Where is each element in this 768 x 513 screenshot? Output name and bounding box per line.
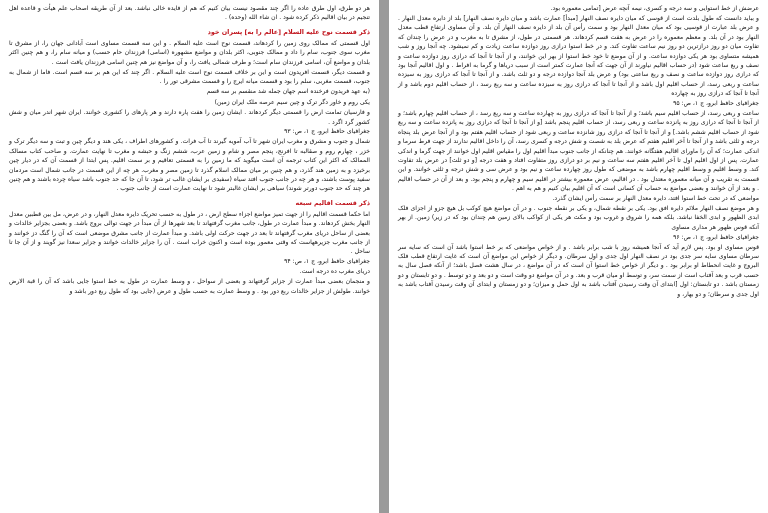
paragraph: ساعت و ربعی رسد، از حساب اقلیم سیم باشد؛ و از آنجا تا آنجا که درازی روز به چهارده ساعت و سه ربع رسد ، از حساب اقلیم چهارم باشد؛ و از آنجا تا آنجا که درازی روز به پانزده ساعت و ربعی رسد، از حساب اقلیم پنجم باشد [و از آنجا تا آنجا که درازی روز به پانزده ساعت و سه ربع شود از حساب اقلیم ششم باشد.] و از آنجا تا آنجا که درازی روز شانزده ساعت و ربعی شود از حساب اقلیم هفتم بود و از آنجا عرض بلد پنجاه درجه و ثلثی باشد و از آنجا تا آخر اقلیم هفتم که عرض بلد به شصت و شش درجه و کسری رسد، آن را داخل اقالیم ندارند از جهت فرط سرما و اندکی عمارت؛ که آن را ماورای اقالیم هفتگانه خوانند. هم چنانکه از جانب جنوب مبدأ اقلیم اول را مقیاس اقلیم اول خوانند از جهت گرما و اندکی عمارت. پس از اول اقلیم اول تا آخر اقلیم هفتم سه ساعت و نیم بر دو درازی روز متفاوت افتاد و هفت درجه [و دو ثلث] در عرض بلد تفاوت کند. و وسط اقلیم و وسط اقلیم چهارم باشد به موضعی که طول روز چهارده ساعت و نیم بود و عرض سی و شش درجه و ثلثی خوانند. و این قسمت به تقریب و آن میانه معموره معتدل بود . در اقالیم، عرض معموره بیشتر در اقلیم سیم و چهارم و پنجم بود. و بعد از آن در حساب اقالیم . و بعد از آن خوانند و بعضی مواضع به حساب آن کسانی است که آن اقلیم بیان کنیم و هم به اهم . [397,109,759,193]
paragraph: اما حکما قسمت اقالیم را از جهت تمیز مواضع اجزاء سطح ارض ، در طول به حسب تحریک دایره معدل النهار، و در عرض، مل بین قطبین معدل النهار بخش کردهاند. و مبدأ عمارت در طول، جانب مغرب گرفتهاند تا بعد شهرها از آن مبدأ در جهت توالی بروج باشد. و بعضی بجزایر خالدات و بعضی از ساحل دریای مغرب گرفتهاند تا بعد در جهت حرکت اولی باشد. و مبدأ عمارت از جانب مشرق موضعی است که آن را گنگ دز خوانند و از جانب مغرب جزیرههاست که وقتی معمور بوده است و اکنون خراب است . آن را جزایر خالدات خوانند و جزایر سعدا نیز گویند و از آن جا تا ساحل . [9,210,370,256]
section-heading: ذکر قسمت اقالیم سبعه [295,198,370,207]
paragraph: دریای مغرب ده درجه است. [299,268,370,276]
page-reference: جغرافیای حافظ ابرو، ج ۱، ص: ۹۵ [673,100,759,108]
left-page [0,0,379,513]
page-reference: جغرافیای حافظ ابرو، ج ۱، ص: ۹۴ [284,258,370,266]
paragraph: هر دو طرق، اول طرق عاده را اگر چند مقصود نیست بیان کنیم که هم از فایده خالی نباشد. بعد از آن طریقه اصحاب علم هیأت و قاعده اهل تنجیم در بیان اقالیم ذکر کرده شود . ان شاء الله (وحده) . [9,5,370,22]
paragraph: اول قسمتی که ممالک روی زمین را کردهاند، قسمت نوح است علیه السلام . و این سه قسمت مساوی است آبادانی جهان را، از مشرق تا مغرب سوی جنوب، سام را داد و ممالک جنوبی، اکثر بلدان و مواضع مشهوره (اسامی) فرزندان حام حسب) و میانه سام را، و هم چنین اکثر بلدان و مواضع آن، اسامی فرزندان سام است؛ و طرف شمالی یافث را، و آن مواضع نیز هم چنین اسامی فرزندان یافث است . [9,39,370,66]
page-reference: جغرافیای حافظ ابرو، ج ۱، ص: ۹۶ [673,233,759,241]
paragraph: شمال و جنوب و مشرق و مغرب ایران شهر تا آب آمویه گیرند تا آب فرات. و کشورهای اطراف ، یکی هند و دیگر چین و تبت و سه دیگر ترک و خزر ، چهارم روم و صقالبه تا افرنج، پنجم مصر و شام و زمین عرب، ششم زنگ و حبشه و مغرب تا نهایت عمارت. و صاحب کتاب مسالک الممالک که اکثر این کتاب ترجمه آن است میگوید که ما زمین را به قسمتی تعاقیم و بر سمت اقلیم. پس ابتدا از قسمت آن که در دیار چین برخیزد و به زمین هند گذرد، و هم چنین بر میان ممالک اسلام گذرد تا زمین مصر و مغرب. هر چه از این قسمت در جانب شمال است مردمان سفید پوست باشند، و هر چه در جانب جنوب افتد سیاه (سفیدی بر ایشان غالب تر شود، تا آن جا که حد جنوب باشد سیاه چرده باشند و هم چنین هر چند که حد جنوب دورتر شوند) سیاهی بر ایشان غالبتر شود تا نهایت عمارت است از جانب جنوب . [9,138,370,193]
verse-line: (به عهد فریدون فرخنده اسم جهان جمله شد منقسم بر سه قسم [206,88,370,96]
paragraph: و بباید دانست که طول بلدت است از قوسی که میان دایره نصف النهار [مبدأ] عمارت باشد و میان دایره نصف النهار] بلد از دایره معدل النهار . و عرض بلد عبارت از قوسیی بود که میان معدل النهار بود و سمت رأس آن بلد از دایره نصف النهار آن بلد. و آن مساوی ارتفاع قطب معدل النهار بود در آن بلد. و معظم معموره را در عرض به هفت قسم کردهاند. هر قسمتی در طول، از مشرق تا به مغرب و در عرض را چندان که تفاوت میان دو روز درازترین دو روز نیم ساعت تفاوت کند. و در خط استوا درازی روز دوازده ساعت زیادت و کم نمیشود. چه آنجا روز و شب همیشه متساوی بود هر یکی دوازده ساعت. و از آن موضع تا خود خط استوا از بهر این خوانند، و از آنجا تا آنجا که درازی روز دوازده ساعت و نصف و ربع ساعت شود (در حساب اقالیم نیاورند از آن جهت که آنجا عمارت کمتر است از سبب دریاها و گرما به افراط . و اول اقالیم آنجا بود که درازی روز دوازده ساعت و نصف و ربع ساعتی بود) و عرض بلد آنجا دوازده درجه و دو ثلث باشد. و از آنجا تا آنجا که درازی روز به سیزده ساعت و ربعی رسد، از حساب اقلیم اول باشد و از آنجا تا آنجا که درازی روز به سیزده ساعت و سه ربع رسد ، از حساب اقلیم دوم باشد و از آنجا تا آنجا که درازی روز به چهارده [398,14,759,98]
paragraph: و فارسیان تمامت ارض را قسمتی دیگر کردهاند . ایشان زمین را هفت پاره دارند و هر پارهای را کشوری خوانند. ایران شهر اندر میان و شش کشور گرد اگرد . [9,109,370,126]
paragraph: مواضعی که در تحت خط استوا افتد، دایره معدل النهار بر سمت رأس ایشان گذرد. [552,195,759,203]
paragraph: و هر موضع نصف النهار ملائم دایره افق بود. یکی بر نقطه شمال، و یکی بر نقطه جنوب . و در آن مواضع هیچ کوکب بل هیچ جزو از اجزای فلک ابدی الظهور و ابدی الخفا نباشد. بلکه همه را شروق و غروب بود و مکث هر یکی از کواکب بالای زمین هم چندان بود که در زیر) زمین. از بهر آنکه قوس ظهور هر مداری مساوی [398,205,759,231]
verse-line: یکی روم و خاور دگر ترک و چین سیم عرصه ملک ایران زمین) [214,98,370,106]
section-heading: ذکر قسمت نوح علیه السلام [عالم را به] پسران خود [207,27,370,36]
paragraph: عرضش از خط استوایی و سه درجه و کسری، نیمه آنچه عرض [تمامی معموره بود. [550,5,759,12]
paragraph: و قسمت دیگر، قسمت افریدون است و این بر خلاف قسمت نوح است علیه السلام . اگر چند که این هم بر سه قسم است. فاما از شمال به جنوب، قسمت مغربی، سلم را بود و قسمت میانه ایرج را و قسمت مشرقی تور را . [9,68,370,85]
right-page [389,0,768,513]
paragraph: قوس مساوی او بود. پس لازم آید که آنجا همیشه روز با شب برابر باشد . و از خواص مواضعی که بر خط استوا باشد آن است که سایه سر سرطان مساوی سایه سر جدی بود در نصف النهار اول جدی و اول سرطان. و دیگر از خواص این مواضع آن است که غایت ارتفاع قطب فلک البروج و غایت انحطاط او برابر بود . و دیگر از خواص خط استوا آن است که در آن مواضع ، در سال هشت فصل باشد؛ از آنکه فصل سال به حسب قرب و بعد آفتاب است از سمت سر، و توسط او میان قرب و بعد. و در آن مواضع دو وقت است و دو بعد و دو توسط . و دو تابستان و دو زمستان باشد . دو تابستان: اول [ابتدای آن وقت رسیدن آفتاب باشد به اول حمل و میزان؛ و دو زمستان و ابتدای آن وقت رسیدن آفتاب باشد به اول جدی و سرطان؛ و دو بهار، و [398,243,759,298]
paragraph: و منجمان بعضی مبدأ عمارت از جزایر گرفتهاند و بعضی از سواحل ، و وسط عمارت در طول به خط استوا جایی باشد که آن را قبة الارض خوانند. طولش از جزایر خالدات ربع دور بود . و وسط عمارت به حسب طول و عرض (جایی بود که طول ربع دور باشد و [9,278,370,295]
page-reference: جغرافیای حافظ ابرو، ج ۱، ص: ۹۳ [284,128,370,136]
